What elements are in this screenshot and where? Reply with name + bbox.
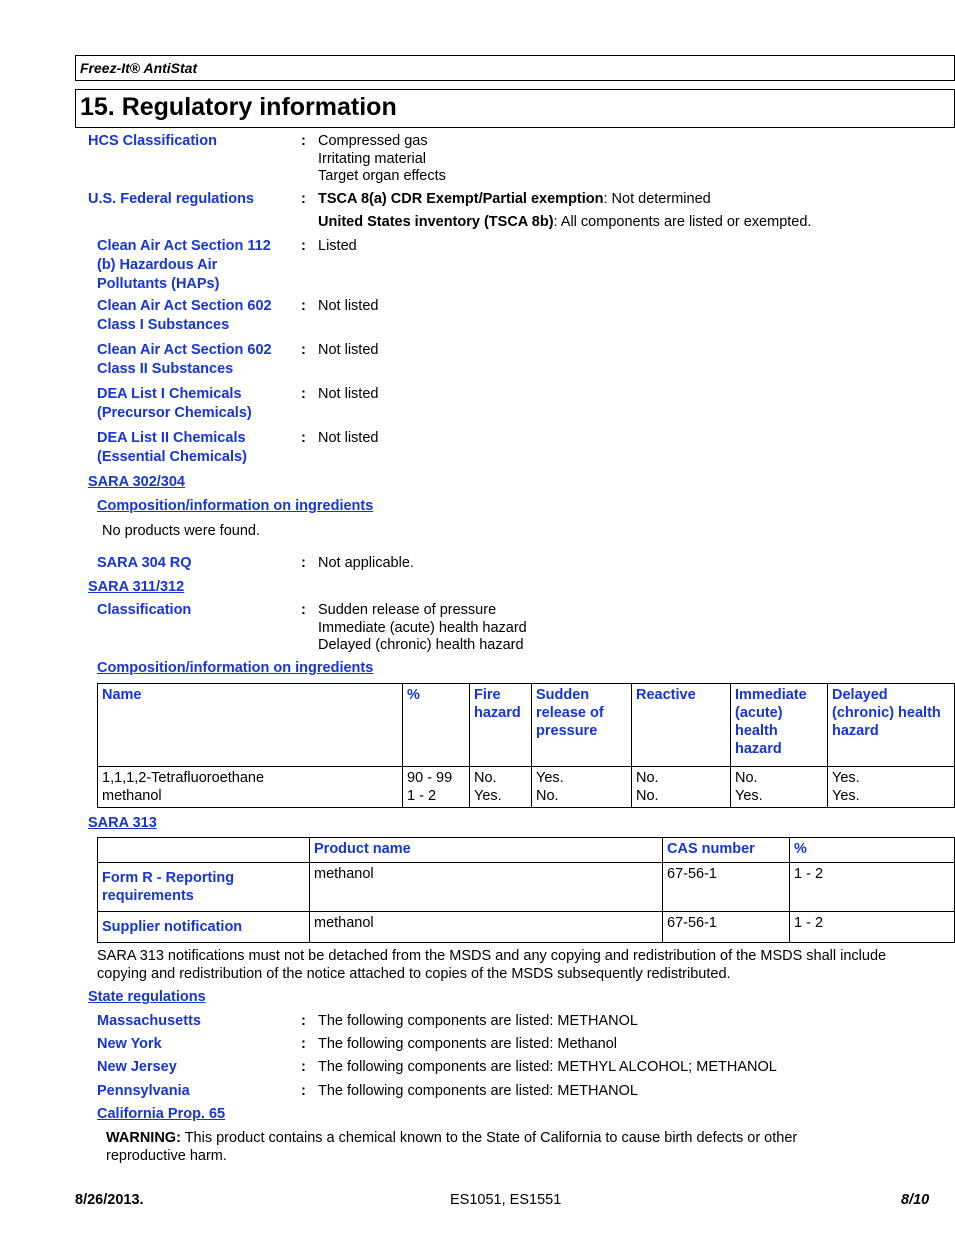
cell-product: methanol: [310, 863, 663, 912]
cell-value: Yes.: [832, 788, 860, 804]
state-value: The following components are listed: Methanol: [318, 1036, 618, 1052]
sara-304-rq-label: SARA 304 RQ: [97, 555, 192, 571]
tsca-8b: [318, 214, 811, 232]
tsca-8a-label: TSCA 8(a) CDR Exempt/Partial exemption: [318, 191, 604, 207]
classification-value: Immediate (acute) health hazard: [318, 619, 527, 636]
sara-311-heading[interactable]: SARA 311/312: [88, 579, 185, 595]
cell-name: [98, 767, 403, 808]
sara-311-table: [97, 683, 955, 808]
prop-65-warning: [106, 1130, 866, 1165]
label-line: Clean Air Act Section 602: [97, 342, 272, 358]
clean-air-602-i-label: [97, 297, 272, 335]
sara-304-rq-value: Not applicable.: [318, 555, 414, 571]
label-line: DEA List II Chemicals: [97, 430, 246, 446]
state-value: The following components are listed: METHYL ALCOHOL; METHANOL: [318, 1059, 777, 1075]
label-line: (Precursor Chemicals): [97, 405, 252, 421]
table-row: [98, 912, 955, 943]
cell-value: 1 - 2: [407, 788, 437, 804]
table-header-row: [98, 838, 955, 863]
tsca-8b-label: United States inventory (TSCA 8b): [318, 214, 554, 230]
state-label-pennsylvania: Pennsylvania: [97, 1083, 190, 1099]
state-label-new-york: New York: [97, 1036, 162, 1052]
cell-value: No.: [735, 770, 758, 786]
cell-percent: 1 - 2: [790, 863, 955, 912]
cell-cas: 67-56-1: [663, 863, 790, 912]
dea-ii-label: [97, 429, 247, 467]
col-percent: %: [403, 684, 470, 767]
product-name: Freez-It® AntiStat: [80, 60, 198, 76]
cell-value: methanol: [102, 788, 162, 804]
cell-product: methanol: [310, 912, 663, 943]
classification-values: [318, 602, 527, 655]
tsca-8a-value: : Not determined: [603, 191, 711, 207]
colon: :: [301, 555, 306, 571]
cell-value: Yes.: [735, 788, 763, 804]
no-products-text: No products were found.: [102, 523, 260, 539]
footer-page: 8/10: [901, 1192, 930, 1208]
label-line: Clean Air Act Section 112: [97, 238, 271, 254]
colon: :: [301, 191, 306, 207]
table-row: [98, 767, 955, 808]
hcs-value: Compressed gas: [318, 133, 428, 149]
classification-value: Sudden release of pressure: [318, 602, 497, 618]
clean-air-112-value: Listed: [318, 238, 357, 254]
label-line: Pollutants (HAPs): [97, 276, 220, 292]
clean-air-602-i-value: Not listed: [318, 298, 379, 314]
col-fire-hazard: Fire hazard: [470, 684, 532, 767]
label-line: Class II Substances: [97, 361, 234, 377]
cell-value: Yes.: [536, 770, 564, 786]
state-value: The following components are listed: METHANOL: [318, 1013, 638, 1029]
cell-percent: 1 - 2: [790, 912, 955, 943]
colon: :: [301, 602, 306, 618]
section-header: [75, 89, 955, 128]
colon: :: [301, 298, 306, 314]
sara-302-heading[interactable]: SARA 302/304: [88, 474, 185, 490]
colon: :: [301, 1013, 306, 1029]
colon: :: [301, 386, 306, 402]
sara-302-comp-heading[interactable]: Composition/information on ingredients: [97, 498, 374, 514]
col-sudden-release: Sudden release of pressure: [532, 684, 632, 767]
row-label: Form R - Reporting requirements: [98, 863, 310, 912]
document-header: [75, 55, 955, 81]
col-name: Name: [98, 684, 403, 767]
hcs-values: [318, 133, 446, 186]
col-immediate: Immediate (acute) health hazard: [731, 684, 828, 767]
dea-i-label: [97, 385, 252, 423]
warning-label: WARNING:: [106, 1130, 181, 1146]
state-label-new-jersey: New Jersey: [97, 1059, 177, 1075]
clean-air-602-ii-value: Not listed: [318, 342, 379, 358]
warning-text: This product contains a chemical known to the State of California to cause birth defects or other reproductive harm.: [106, 1130, 798, 1164]
cell-fire: [470, 767, 532, 808]
cell-value: 90 - 99: [407, 770, 453, 786]
clean-air-602-ii-label: [97, 341, 272, 379]
cell-value: 1,1,1,2-Tetrafluoroethane: [102, 770, 265, 786]
sara-311-comp-heading[interactable]: Composition/information on ingredients: [97, 660, 374, 676]
col-delayed: Delayed (chronic) health hazard: [828, 684, 955, 767]
tsca-8a: [318, 191, 711, 209]
sara-313-table: [97, 837, 955, 943]
hcs-label: HCS Classification: [88, 133, 217, 149]
clean-air-112-label: [97, 237, 271, 294]
colon: :: [301, 1059, 306, 1075]
colon: :: [301, 1036, 306, 1052]
hcs-value: Irritating material: [318, 150, 426, 167]
table-header-row: [98, 684, 955, 767]
footer-codes: ES1051, ES1551: [450, 1192, 562, 1208]
cell-value: No.: [536, 788, 559, 804]
colon: :: [301, 430, 306, 446]
label-line: DEA List I Chemicals: [97, 386, 242, 402]
cell-value: Yes.: [474, 788, 502, 804]
dea-ii-value: Not listed: [318, 430, 379, 446]
label-line: (Essential Chemicals): [97, 449, 247, 465]
sara-313-heading[interactable]: SARA 313: [88, 815, 157, 831]
table-row: [98, 863, 955, 912]
cell-percent: [403, 767, 470, 808]
cell-value: No.: [636, 770, 659, 786]
sara-313-note: SARA 313 notifications must not be detached from the MSDS and any copying and redistribution of the MSDS shall include copying and redistribution of the notice attached to copies of the MSDS subsequently redistributed.: [97, 948, 887, 982]
cell-reactive: [632, 767, 731, 808]
colon: :: [301, 342, 306, 358]
tsca-8b-value: : All components are listed or exempted.: [553, 214, 812, 230]
row-label: Supplier notification: [98, 912, 310, 943]
dea-i-value: Not listed: [318, 386, 379, 402]
colon: :: [301, 238, 306, 254]
cell-value: Yes.: [832, 770, 860, 786]
state-heading[interactable]: State regulations: [88, 989, 206, 1005]
col-product-name: Product name: [310, 838, 663, 863]
federal-label: U.S. Federal regulations: [88, 191, 254, 207]
col-percent: %: [790, 838, 955, 863]
classification-value: Delayed (chronic) health hazard: [318, 637, 524, 653]
cell-value: No.: [636, 788, 659, 804]
label-line: Class I Substances: [97, 317, 230, 333]
cell-cas: 67-56-1: [663, 912, 790, 943]
label-line: (b) Hazardous Air: [97, 257, 218, 273]
footer-date: 8/26/2013.: [75, 1192, 144, 1208]
label-line: Clean Air Act Section 602: [97, 298, 272, 314]
state-label-massachusetts: Massachusetts: [97, 1013, 201, 1029]
col-blank: [98, 838, 310, 863]
cell-immediate: [731, 767, 828, 808]
colon: :: [301, 1083, 306, 1099]
classification-label: Classification: [97, 602, 192, 618]
cell-sudden: [532, 767, 632, 808]
california-prop-65-heading[interactable]: California Prop. 65: [97, 1106, 226, 1122]
state-value: The following components are listed: METHANOL: [318, 1083, 638, 1099]
col-cas-number: CAS number: [663, 838, 790, 863]
cell-delayed: [828, 767, 955, 808]
col-reactive: Reactive: [632, 684, 731, 767]
section-title: 15. Regulatory information: [80, 93, 397, 121]
hcs-value: Target organ effects: [318, 168, 446, 184]
cell-value: No.: [474, 770, 497, 786]
colon: :: [301, 133, 306, 149]
